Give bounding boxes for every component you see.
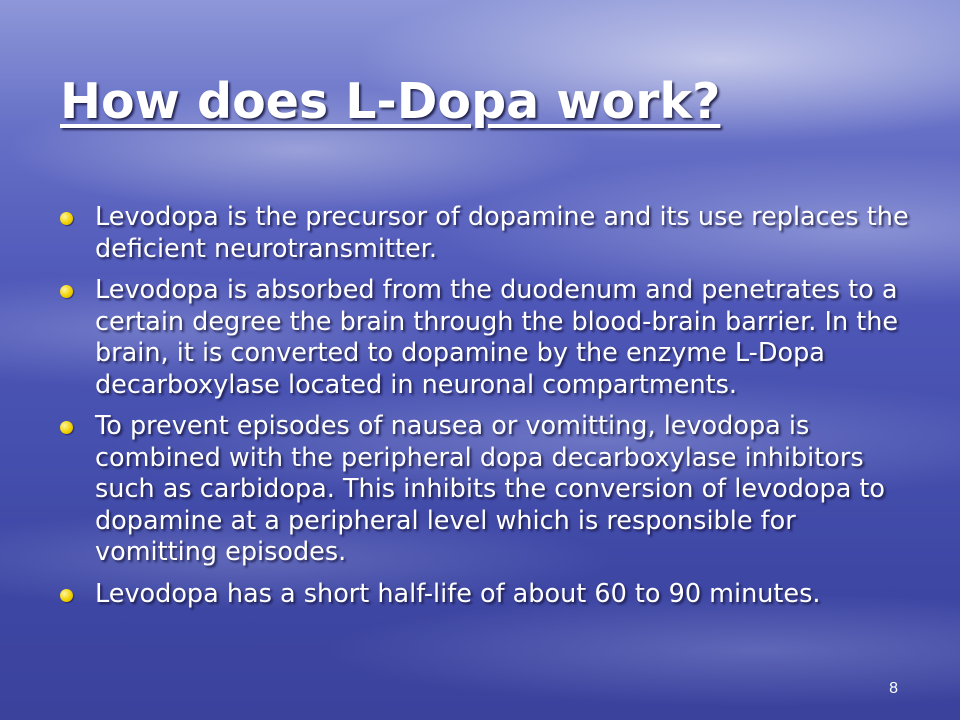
slide-title: How does L-Dopa work? bbox=[60, 73, 721, 130]
bullet-text: Levodopa is the precursor of dopamine and its use replaces the deficient neurotransmitter. bbox=[95, 202, 909, 264]
bullet-item bbox=[60, 202, 920, 265]
bullet-icon bbox=[60, 421, 73, 434]
bullet-text: Levodopa is absorbed from the duodenum and penetrates to a certain degree the brain through the blood-brain barrier. In the brain, it is converted to dopamine by the enzyme L-Dopa decarboxylase located in neuronal compartments. bbox=[95, 275, 899, 400]
bullet-item bbox=[60, 411, 920, 569]
bullet-icon bbox=[60, 589, 73, 602]
bullet-icon bbox=[60, 285, 73, 298]
bullet-icon bbox=[60, 212, 73, 225]
bullet-item bbox=[60, 579, 920, 611]
page-number: 8 bbox=[889, 680, 898, 697]
bullet-item bbox=[60, 275, 920, 401]
bullet-text: To prevent episodes of nausea or vomitting, levodopa is combined with the peripheral dopa decarboxylase inhibitors such as carbidopa. This inhibits the conversion of levodopa to dopamine at a peripheral level which is responsible for vomitting episodes. bbox=[95, 411, 886, 567]
bullet-text: Levodopa has a short half-life of about 60 to 90 minutes. bbox=[95, 578, 821, 609]
bullet-list bbox=[60, 202, 920, 620]
